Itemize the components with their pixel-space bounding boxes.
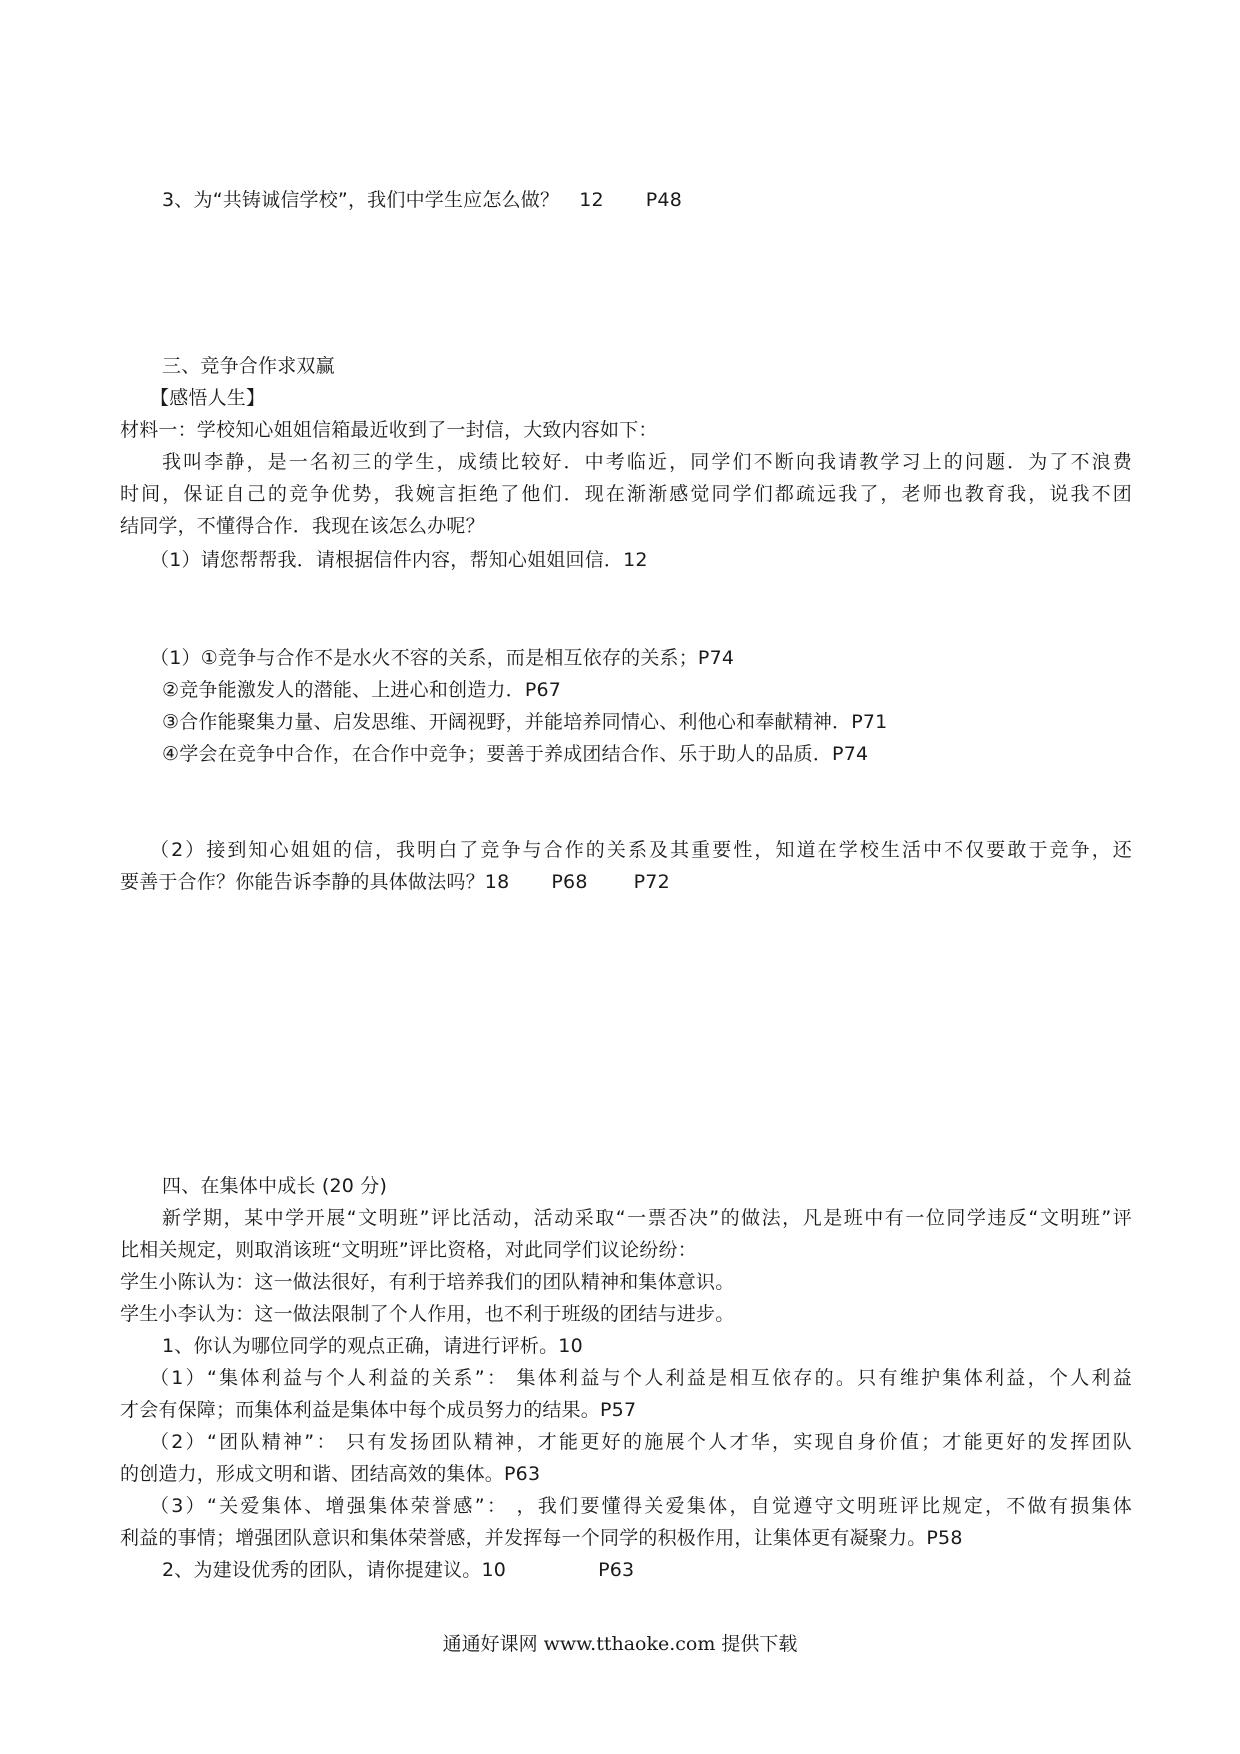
section-4-heading: 四、在集体中成长 (20 分): [162, 1175, 388, 1197]
student-chen-view: 学生小陈认为：这一做法很好，有利于培养我们的团队精神和集体意识。: [120, 1271, 735, 1293]
answer-line: （1）①竞争与合作不是水火不容的关系，而是相互依存的关系；P74: [150, 647, 735, 669]
question-2-page: P72: [633, 871, 670, 893]
question-2-text: 要善于合作？你能告诉李静的具体做法吗？18: [120, 871, 510, 893]
material-one: 材料一：学校知心姐姐信箱最近收到了一封信，大致内容如下：: [120, 419, 658, 441]
letter-line: 结同学，不懂得合作．我现在该怎么办呢？: [120, 515, 485, 537]
letter-line: 我叫李静，是一名初三的学生，成绩比较好．中考临近，同学们不断向我请教学习上的问题．为了不浪费: [162, 451, 1132, 473]
question-text: 2、为建设优秀的团队，请你提建议。10: [162, 1559, 507, 1581]
answer-line: （3）“关爱集体、增强集体荣誉感”： ，我们要懂得关爱集体，自觉遵守文明班评比规定，不做有损集体: [150, 1495, 1132, 1517]
letter-line: 时间，保证自己的竞争优势，我婉言拒绝了他们．现在渐渐感觉同学们都疏远我了，老师也教育我，说我不团: [120, 483, 1132, 505]
question-2-page: P68: [551, 871, 588, 893]
section-4-question-1: 1、你认为哪位同学的观点正确，请进行评析。10: [162, 1335, 583, 1357]
answer-line: ②竞争能激发人的潜能、上进心和创造力．P67: [162, 679, 562, 701]
answer-line: （1）“集体利益与个人利益的关系”： 集体利益与个人利益是相互依存的。只有维护集体利益，个人利益: [150, 1367, 1132, 1389]
answer-line: 才会有保障；而集体利益是集体中每个成员努力的结果。P57: [120, 1399, 637, 1421]
answer-line: 的创造力，形成文明和谐、团结高效的集体。P63: [120, 1463, 541, 1485]
section-3-subheading: 【感悟人生】: [150, 387, 266, 409]
section-3-question-1: （1）请您帮帮我．请根据信件内容，帮知心姐姐回信．12: [150, 549, 648, 571]
footer-credit: 通通好课网 www.tthaoke.com 提供下载: [442, 1633, 798, 1655]
section-3-question-2-cont: [120, 870, 670, 894]
answer-line: ④学会在竞争中合作，在合作中竞争；要善于养成团结合作、乐于助人的品质．P74: [162, 743, 869, 765]
answer-line: ③合作能聚集力量、启发思维、开阔视野，并能培养同情心、利他心和奉献精神．P71: [162, 711, 888, 733]
section-4-intro: 新学期，某中学开展“文明班”评比活动，活动采取“一票否决”的做法，凡是班中有一位同学违反“文明班”评: [162, 1207, 1132, 1229]
section-4-question-2: [162, 1558, 634, 1582]
section-4-intro: 比相关规定，则取消该班“文明班”评比资格，对此同学们议论纷纷：: [120, 1239, 697, 1261]
question-3-page: P48: [645, 189, 682, 211]
question-3-score: 12: [579, 189, 604, 211]
answer-line: 利益的事情；增强团队意识和集体荣誉感，并发挥每一个同学的积极作用，让集体更有凝聚力。P58: [120, 1527, 963, 1549]
student-li-view: 学生小李认为：这一做法限制了个人作用，也不利于班级的团结与进步。: [120, 1303, 735, 1325]
answer-line: （2）“团队精神”： 只有发扬团队精神，才能更好的施展个人才华，实现自身价值；才能更好的发挥团队: [150, 1431, 1132, 1453]
section-3-question-2: （2）接到知心姐姐的信，我明白了竞争与合作的关系及其重要性，知道在学校生活中不仅要敢于竞争，还: [150, 839, 1132, 861]
question-page: P63: [598, 1559, 635, 1581]
question-3-text: 3、为“共铸诚信学校”，我们中学生应怎么做？: [162, 189, 560, 211]
section-3-heading: 三、竞争合作求双赢: [162, 355, 335, 377]
question-3: [162, 188, 682, 212]
